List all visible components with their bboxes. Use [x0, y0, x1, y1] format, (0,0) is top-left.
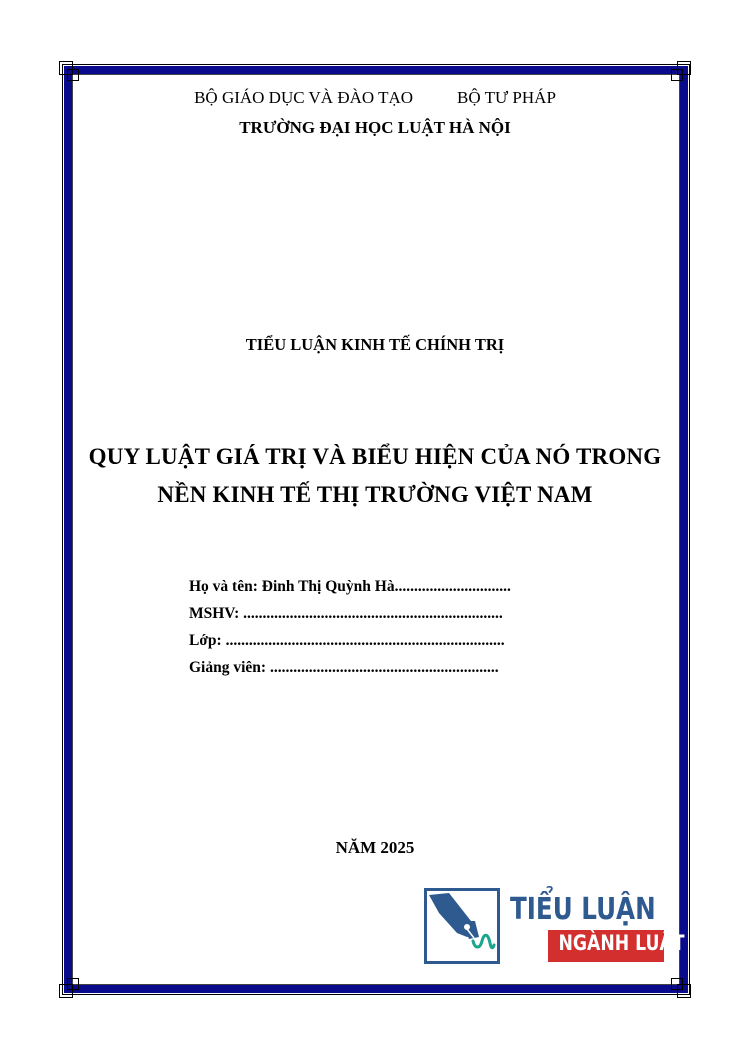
info-row-name	[189, 573, 549, 600]
student-info	[189, 573, 549, 681]
ministry-right: BỘ TƯ PHÁP	[457, 88, 556, 107]
info-label: Giảng viên:	[189, 659, 270, 676]
ministry-header	[0, 88, 750, 108]
corner-ornament-bottom-left-inner	[67, 978, 79, 990]
essay-title-line-2: NỀN KINH TẾ THỊ TRƯỜNG VIỆT NAM	[157, 482, 593, 507]
info-row-student-id	[189, 600, 549, 627]
info-label: Lớp:	[189, 632, 226, 649]
corner-ornament-top-right-inner	[671, 69, 683, 81]
info-dots: ..............................	[394, 578, 511, 595]
info-label: Họ và tên: Đinh Thị Quỳnh Hà	[189, 578, 395, 595]
info-row-class	[189, 627, 549, 654]
ministry-left: BỘ GIÁO DỤC VÀ ĐÀO TẠO	[194, 88, 414, 107]
info-dots: ...........................................................	[269, 659, 499, 676]
logo-text-top: TIỂU LUẬN	[510, 892, 656, 927]
logo-frame	[424, 888, 500, 964]
logo-text-bottom: NGÀNH LUẬT	[558, 931, 685, 955]
essay-title-line-1: QUY LUẬT GIÁ TRỊ VÀ BIỂU HIỆN CỦA NÓ TRONG	[88, 444, 662, 469]
essay-type: TIỂU LUẬN KINH TẾ CHÍNH TRỊ	[245, 335, 505, 354]
info-label: MSHV:	[189, 605, 244, 622]
logo-tieu-luan-nganh-luat	[424, 886, 685, 966]
info-dots: ........................................................................	[225, 632, 505, 649]
info-dots: ...................................................................	[243, 605, 503, 622]
corner-ornament-top-left-inner	[67, 69, 79, 81]
university-name: TRƯỜNG ĐẠI HỌC LUẬT HÀ NỘI	[239, 118, 511, 137]
corner-ornament-bottom-right-inner	[671, 978, 683, 990]
fountain-pen-icon	[427, 891, 497, 961]
info-row-lecturer	[189, 654, 549, 681]
year: NĂM 2025	[335, 838, 415, 857]
